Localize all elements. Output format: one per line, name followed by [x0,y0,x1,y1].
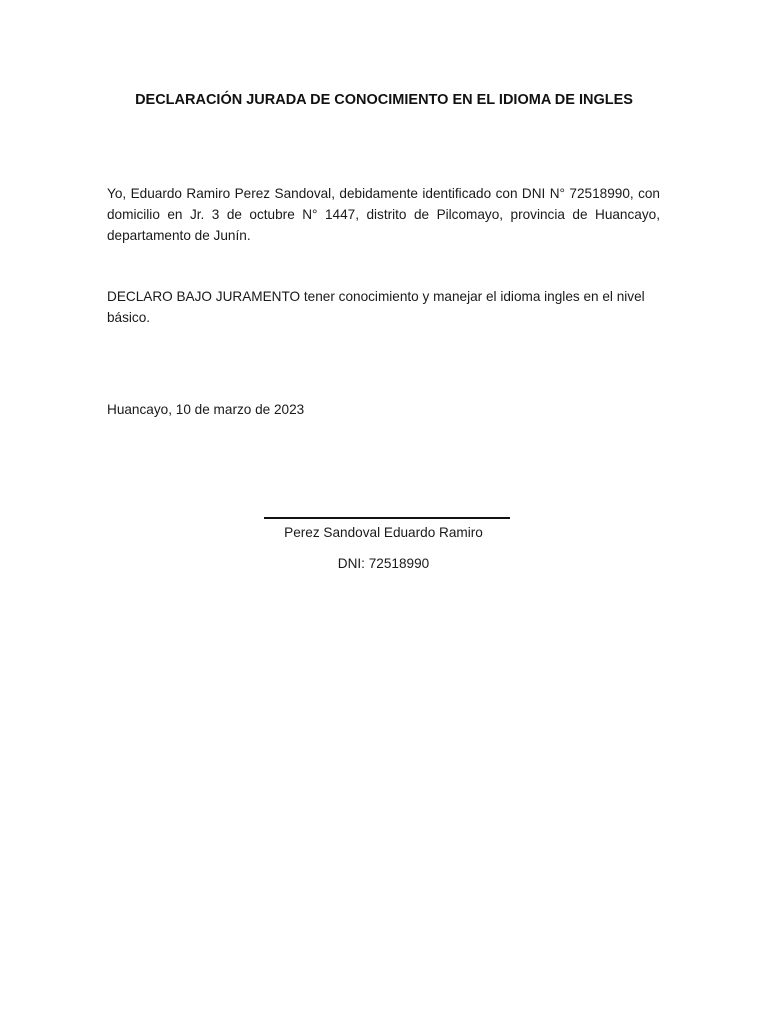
sworn-declaration-paragraph: DECLARO BAJO JURAMENTO tener conocimiento y manejar el idioma ingles en el nivel básico. [107,289,645,325]
place-and-date: Huancayo, 10 de marzo de 2023 [107,402,305,417]
signatory-name: Perez Sandoval Eduardo Ramiro [284,525,483,540]
signatory-dni: DNI: 72518990 [337,556,430,571]
declarant-identification-paragraph: Yo, Eduardo Ramiro Perez Sandoval, debidamente identificado con DNI N° 72518990, con domicilio en Jr. 3 de octubre N° 1447, distrito de Pilcomayo, provincia de Huancayo, departamento de Junín. [107,186,660,243]
document-title: DECLARACIÓN JURADA DE CONOCIMIENTO EN EL IDIOMA DE INGLES [135,92,633,108]
signature-line [264,517,510,519]
